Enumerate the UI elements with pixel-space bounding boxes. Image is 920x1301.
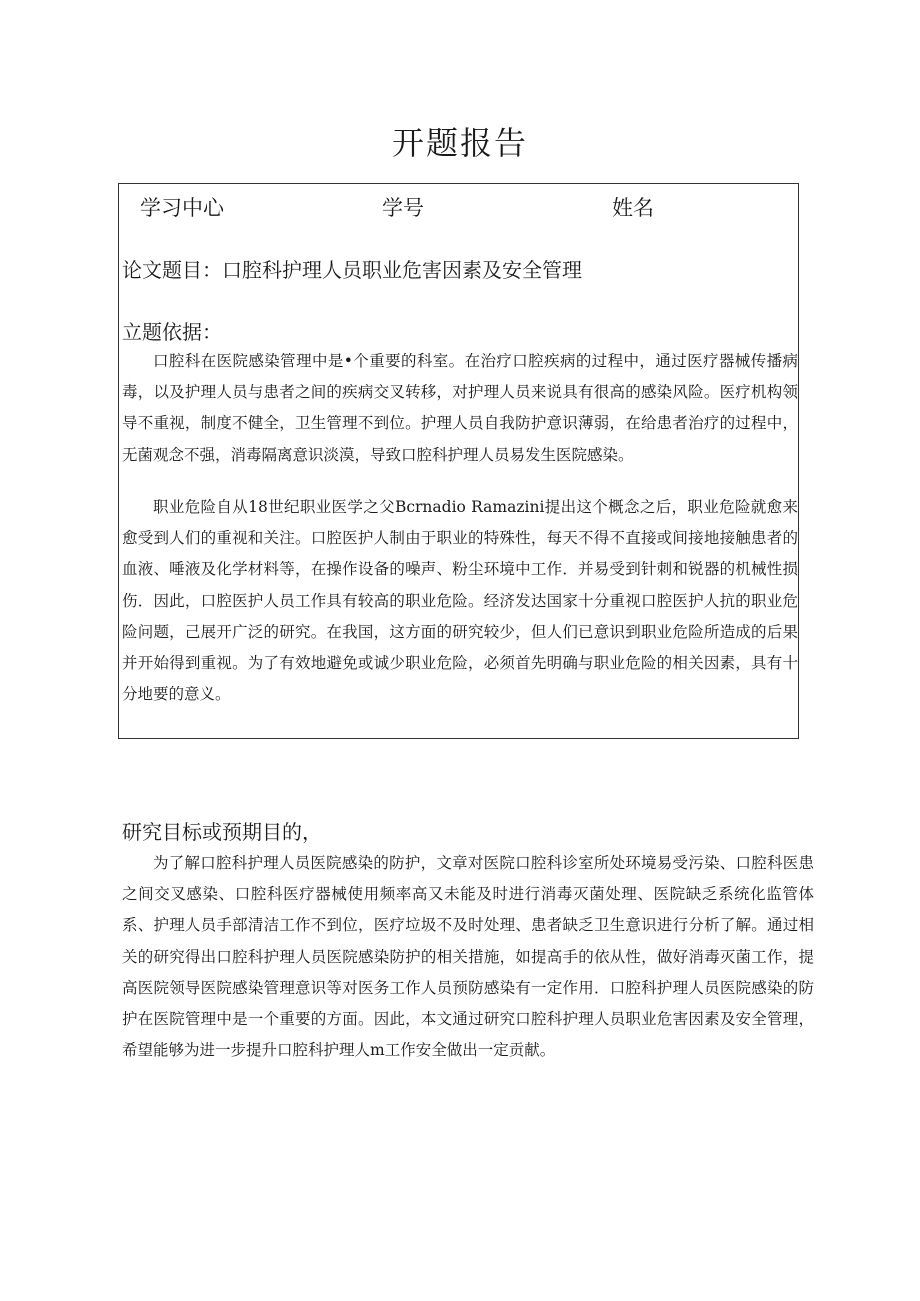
student-id-label: 学号 xyxy=(382,196,424,220)
study-center-label: 学习中心 xyxy=(140,196,224,220)
goals-paragraph: 为了解口腔科护理人员医院感染的防护，文章对医院口腔科诊室所处环境易受污染、口腔科医患之间交叉感染、口腔科医疗器械使用频率高又未能及时进行消毒灭菌处理、医院缺乏系统化监管体系、护理人员手部清洁工作不到位，医疗垃圾不及时处理、患者缺乏卫生意识进行分析了解。通过相关的研究得出口腔科护理人员医院感染防护的相关措施，如提高手的依从性，做好消毒灭菌工作，提高医院领导医院感染管理意识等对医务工作人员预防感染有一定作用．口腔科护理人员医院感染的防护在医院管理中是一个重要的方面。因此，本文通过研究口腔科护理人员职业危害因素及安全管理，希望能够为进一步提升口腔科护理人m工作安全做出一定贡献。 xyxy=(122,854,814,1060)
thesis-title: 论文题目：口腔科护理人员职业危害因素及安全管理 xyxy=(122,258,582,282)
goals-heading: 研究目标或预期目的， xyxy=(122,820,322,844)
basis-paragraph-2: 职业危险自从18世纪职业医学之父Bcrnadio Ramazini提出这个概念之后，职业危险就愈来愈受到人们的重视和关注。口腔医护人制由于职业的特殊性，每天不得不直接或间接地接触患者的血液、唾液及化学材料等，在操作设备的噪声、粉尘环境中工作．并易受到针刺和锐器的机械性损伤．因此，口腔医护人员工作具有较高的职业危险。经济发达国家十分重视口腔医护人抗的职业危险问题，己展开广泛的研究。在我国，这方面的研究较少，但人们已意识到职业危险所造成的后果并开始得到重视。为了有效地避免或诚少职业危险，必须首先明确与职业危险的相关因素，具有十分地要的意义。 xyxy=(122,498,798,704)
basis-heading: 立题依据： xyxy=(122,320,222,344)
basis-paragraph-1: 口腔科在医院感染管理中是•个重要的科室。在治疗口腔疾病的过程中，通过医疗器械传播病毒，以及护理人员与患者之间的疾病交叉转移，对护理人员来说具有很高的感染风险。医疗机构领导不重视，制度不健全，卫生管理不到位。护理人员自我防护意识薄弱，在给患者治疗的过程中，无菌观念不强，消毒隔离意识淡漠，导致口腔科护理人员易发生医院感染。 xyxy=(122,352,798,464)
page-title: 开题报告 xyxy=(391,124,528,162)
name-label: 姓名 xyxy=(612,196,654,220)
